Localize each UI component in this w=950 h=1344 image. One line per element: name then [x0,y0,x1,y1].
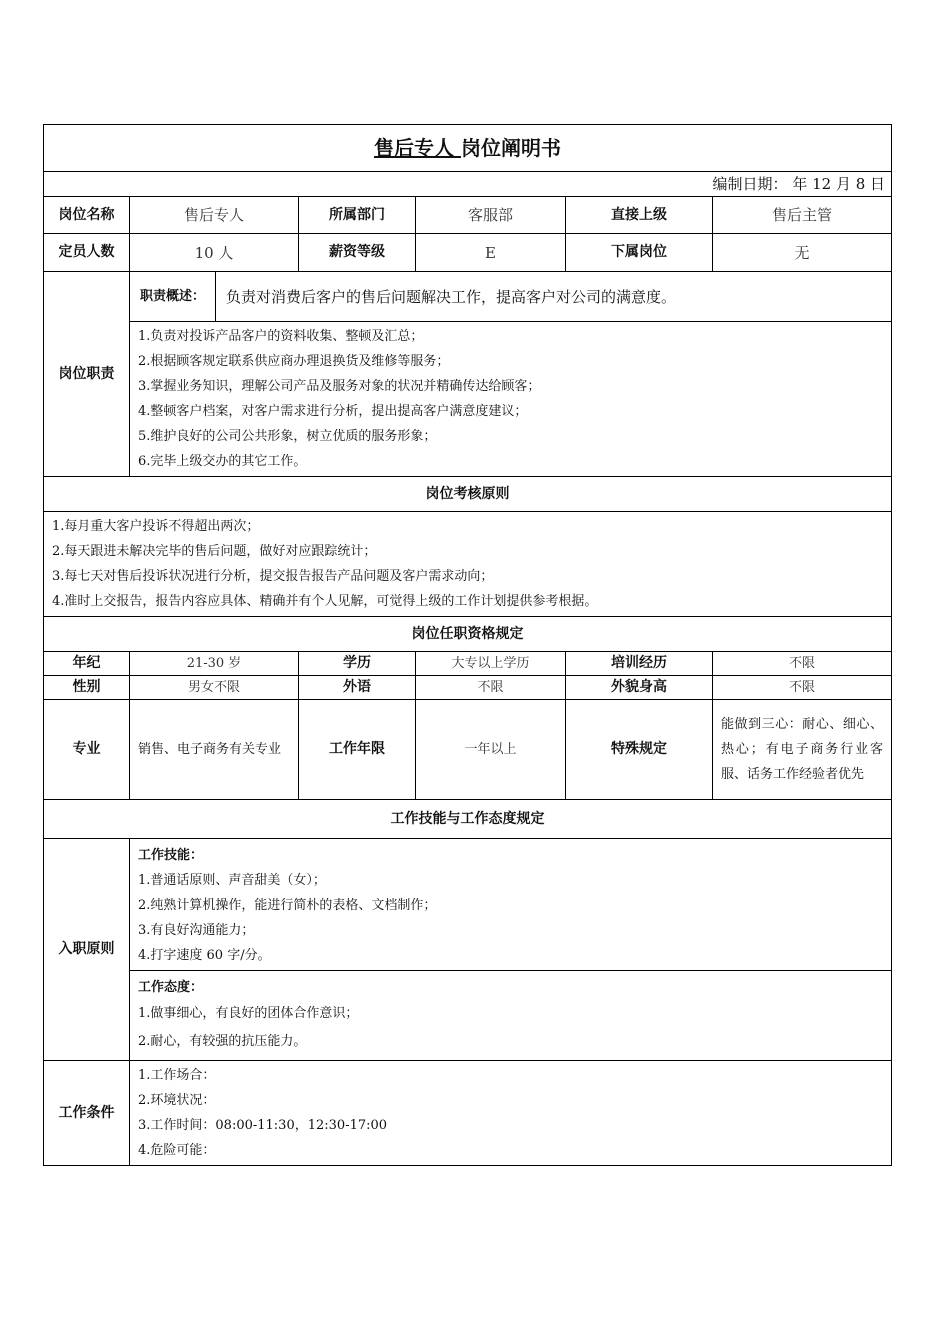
language-label: 外语 [299,676,416,700]
attitude-list [130,971,892,1061]
headcount-label: 定员人数 [44,234,130,272]
edu-value: 大专以上学历 [416,652,566,676]
edu-label: 学历 [299,652,416,676]
duty-summary-label: 职责概述： [130,272,216,322]
duties-list [130,322,892,477]
salary-label: 薪资等级 [299,234,416,272]
work-years-label: 工作年限 [299,700,416,800]
list-item: 2.环境状况： [138,1093,216,1108]
age-value: 21-30 岁 [130,652,299,676]
list-item: 3.有良好沟通能力； [138,923,255,938]
gender-label: 性别 [44,676,130,700]
skills-heading: 工作技能： [138,848,204,863]
list-item: 1.做事细心，有良好的团体合作意识； [138,1006,359,1021]
list-item: 2.耐心，有较强的抗压能力。 [138,1034,307,1049]
dept-label: 所属部门 [299,197,416,234]
title-suffix: 岗位阐明书 [461,136,561,160]
language-value: 不限 [416,676,566,700]
list-item: 1.普通话原则、声音甜美（女）； [138,873,326,888]
duty-summary-text: 负责对消费后客户的售后问题解决工作，提高客户对公司的满意度。 [216,272,892,322]
gender-value: 男女不限 [130,676,299,700]
list-item: 3.工作时间：08:00-11:30，12:30-17:00 [138,1118,388,1133]
list-item: 1.每月重大客户投诉不得超出两次； [52,519,260,534]
salary-value: E [416,234,566,272]
entry-principle-label: 入职原则 [44,839,130,1061]
list-item: 4.整顿客户档案，对客户需求进行分析，提出提高客户满意度建议； [138,404,528,419]
list-item: 4.打字速度 60 字/分。 [138,948,271,963]
compile-date: 编制日期： 年 12 月 8 日 [44,172,892,197]
job-description-table [43,124,892,1166]
headcount-value: 10 人 [130,234,299,272]
age-label: 年纪 [44,652,130,676]
major-value: 销售、电子商务有关专业 [130,700,299,800]
skills-list [130,839,892,971]
duties-label: 岗位职责 [44,272,130,477]
dept-value: 客服部 [416,197,566,234]
list-item: 6.完毕上级交办的其它工作。 [138,454,307,469]
post-name-label: 岗位名称 [44,197,130,234]
work-years-value: 一年以上 [416,700,566,800]
appearance-value: 不限 [713,676,892,700]
list-item: 3.掌握业务知识，理解公司产品及服务对象的状况并精确传达给顾客； [138,379,541,394]
special-label: 特殊规定 [566,700,713,800]
conditions-list [130,1061,892,1166]
superior-value: 售后主管 [713,197,892,234]
job-description-document [43,124,891,1166]
attitude-heading: 工作态度： [138,980,204,995]
assessment-title: 岗位考核原则 [44,477,892,512]
superior-label: 直接上级 [566,197,713,234]
post-name-value: 售后专人 [130,197,299,234]
list-item: 3.每七天对售后投诉状况进行分析，提交报告报告产品问题及客户需求动向； [52,569,494,584]
document-title [44,125,892,172]
list-item: 2.每天跟进未解决完毕的售后问题，做好对应跟踪统计； [52,544,377,559]
major-label: 专业 [44,700,130,800]
training-value: 不限 [713,652,892,676]
qualification-title: 岗位任职资格规定 [44,617,892,652]
special-value: 能做到三心：耐心、细心、热心；有电子商务行业客服、话务工作经验者优先 [713,700,892,800]
subordinate-label: 下属岗位 [566,234,713,272]
subordinate-value: 无 [713,234,892,272]
list-item: 2.纯熟计算机操作，能进行简朴的表格、文档制作； [138,898,437,913]
list-item: 1.工作场合： [138,1068,216,1083]
list-item: 5.维护良好的公司公共形象，树立优质的服务形象； [138,429,437,444]
list-item: 4.危险可能： [138,1143,216,1158]
conditions-label: 工作条件 [44,1061,130,1166]
list-item: 4.准时上交报告，报告内容应具体、精确并有个人见解，可觉得上级的工作计划提供参考根据。 [52,594,598,609]
list-item: 2.根据顾客规定联系供应商办理退换货及维修等服务； [138,354,450,369]
skills-title: 工作技能与工作态度规定 [44,800,892,839]
appearance-label: 外貌身高 [566,676,713,700]
assessment-list [44,512,892,617]
list-item: 1.负责对投诉产品客户的资料收集、整顿及汇总； [138,329,424,344]
training-label: 培训经历 [566,652,713,676]
title-position: 售后专人 [374,136,461,160]
